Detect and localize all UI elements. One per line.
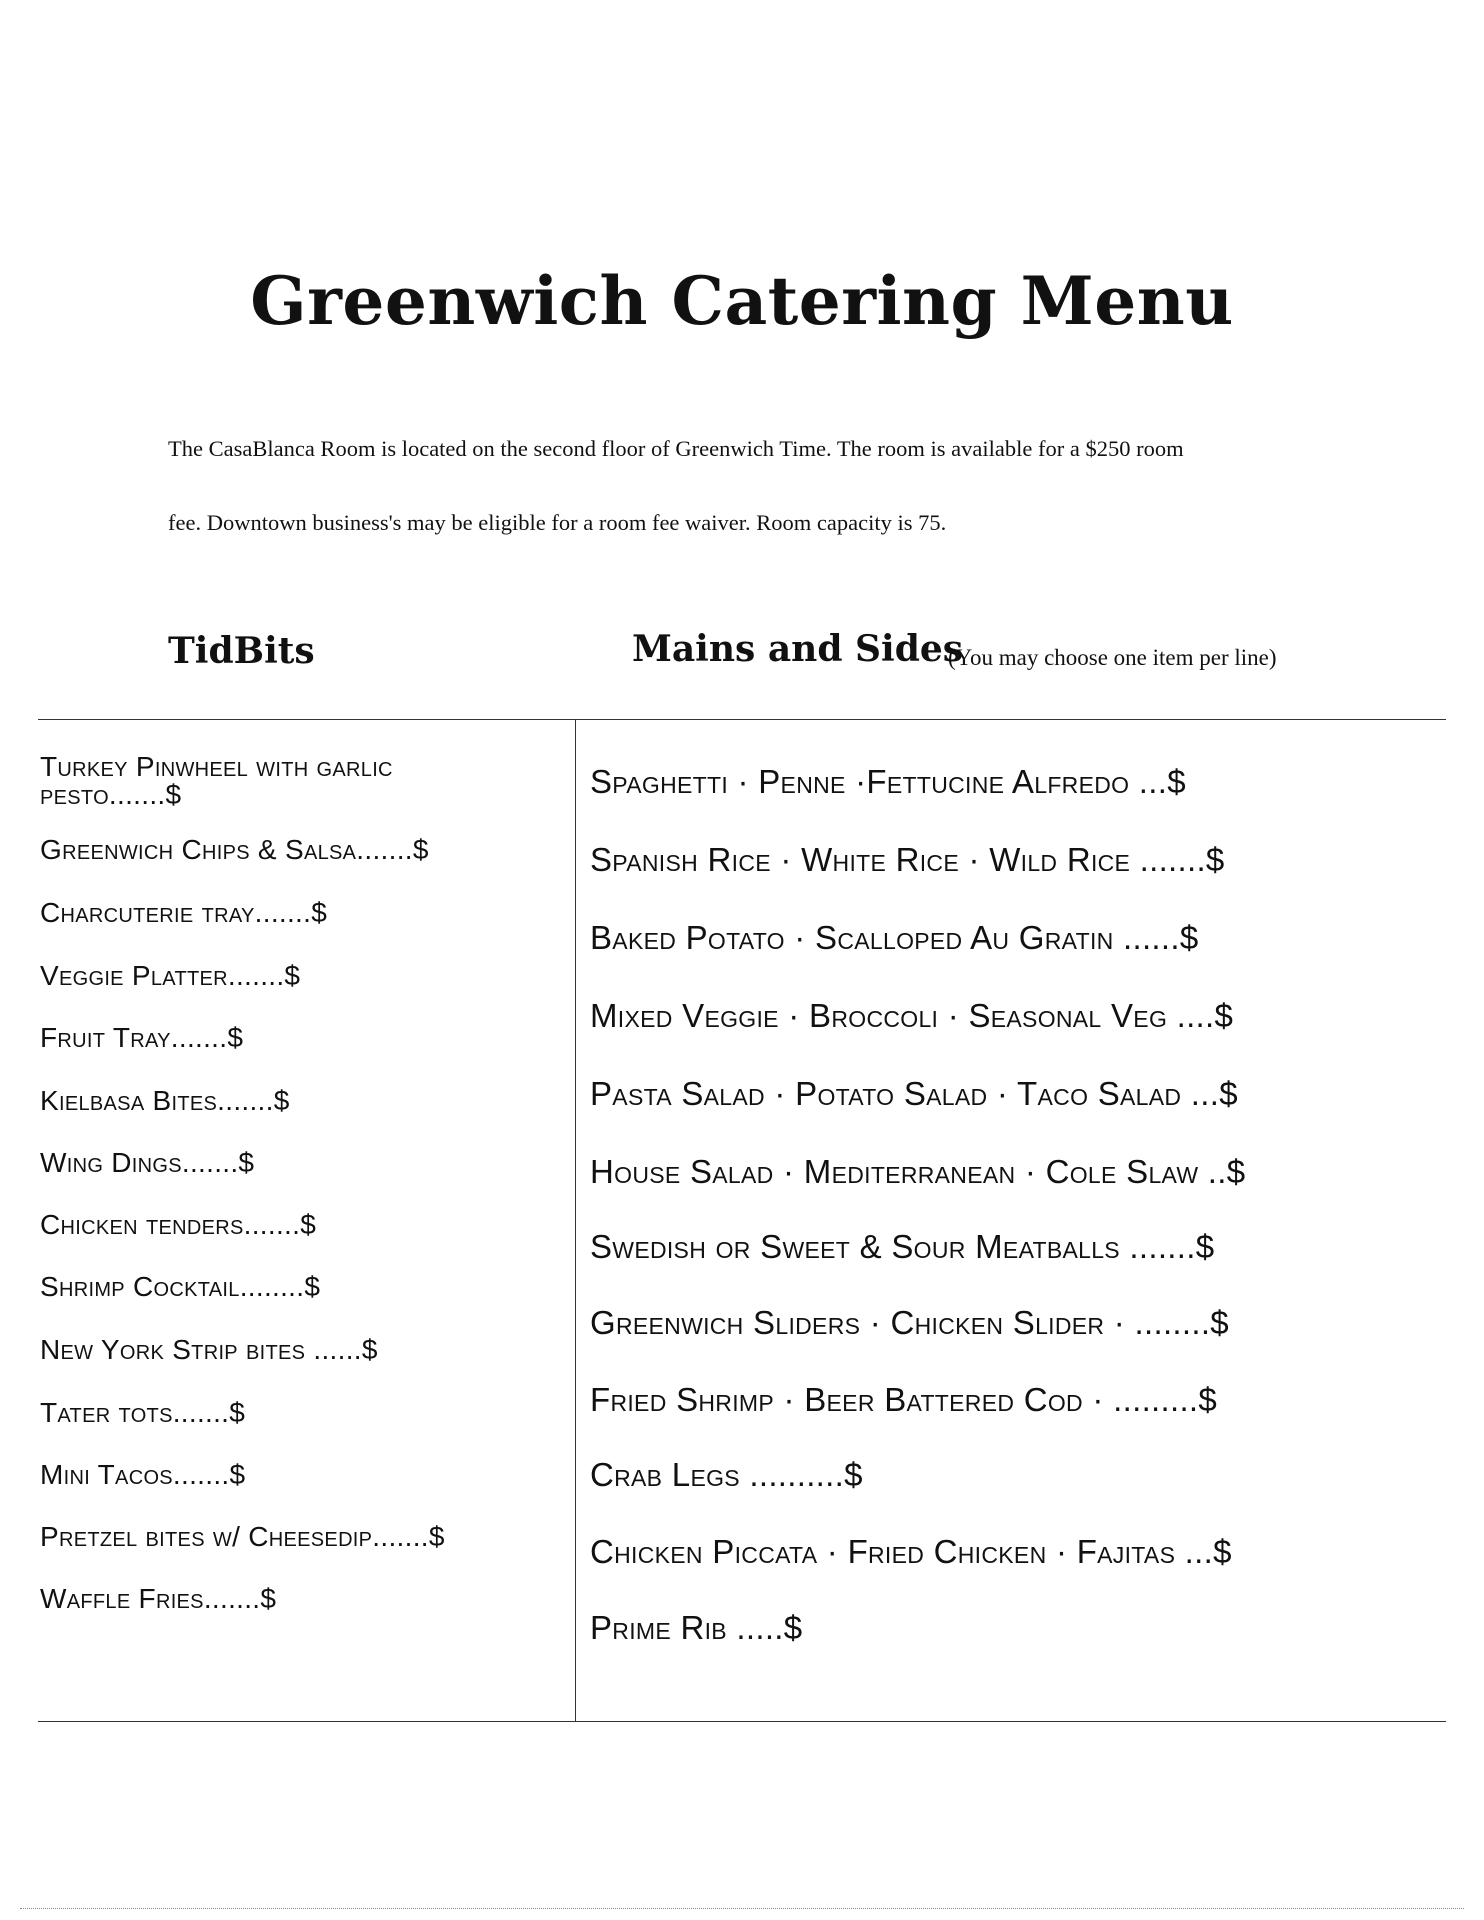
list-item: Spanish Rice · White Rice · Wild Rice .......$ [590,841,1225,878]
list-item: Greenwich Sliders · Chicken Slider · ........$ [590,1304,1229,1341]
list-item: Fried Shrimp · Beer Battered Cod · .........$ [590,1381,1218,1418]
column-divider [575,720,576,1722]
list-item: Kielbasa Bites.......$ [40,1085,290,1116]
bottom-divider [38,1721,1446,1722]
list-item: Wing Dings.......$ [40,1147,255,1178]
list-item: Pasta Salad · Potato Salad · Taco Salad ...$ [590,1075,1238,1112]
page-title: Greenwich Catering Menu [250,262,1234,340]
list-item: Veggie Platter.......$ [40,960,301,991]
list-item: Waffle Fries.......$ [40,1583,277,1614]
list-item: Turkey Pinwheel with garlic pesto.......$ [40,751,393,810]
list-item: Prime Rib .....$ [590,1609,803,1646]
list-item: Chicken Piccata · Fried Chicken · Fajitas ...$ [590,1533,1232,1570]
list-item: Swedish or Sweet & Sour Meatballs .......$ [590,1228,1215,1265]
list-item: Pretzel bites w/ Cheesedip.......$ [40,1521,445,1552]
intro-line-2: fee. Downtown business's may be eligible for a room fee waiver. Room capacity is 75. [168,510,947,535]
intro-line-1: The CasaBlanca Room is located on the second floor of Greenwich Time. The room is available for a $250 room [168,436,1184,461]
list-item: Charcuterie tray.......$ [40,897,328,928]
list-item: Baked Potato · Scalloped Au Gratin ......$ [590,919,1199,956]
list-item: Spaghetti · Penne ·Fettucine Alfredo ...$ [590,763,1186,800]
list-item: Mini Tacos.......$ [40,1459,246,1490]
list-item: Crab Legs ..........$ [590,1456,863,1493]
mains-heading: Mains and Sides [632,628,964,670]
list-item: Mixed Veggie · Broccoli · Seasonal Veg ....$ [590,997,1234,1034]
list-item: Tater tots.......$ [40,1397,246,1428]
footer-divider [20,1908,1464,1909]
list-item: Shrimp Cocktail........$ [40,1271,321,1302]
top-divider [38,719,1446,720]
list-item: Chicken tenders.......$ [40,1209,317,1240]
list-item: Greenwich Chips & Salsa.......$ [40,834,429,865]
mains-note: (You may choose one item per line) [948,645,1277,670]
tidbits-heading: TidBits [168,630,315,672]
list-item: House Salad · Mediterranean · Cole Slaw ..$ [590,1153,1246,1190]
list-item: Fruit Tray.......$ [40,1022,244,1053]
list-item: New York Strip bites ......$ [40,1334,378,1365]
